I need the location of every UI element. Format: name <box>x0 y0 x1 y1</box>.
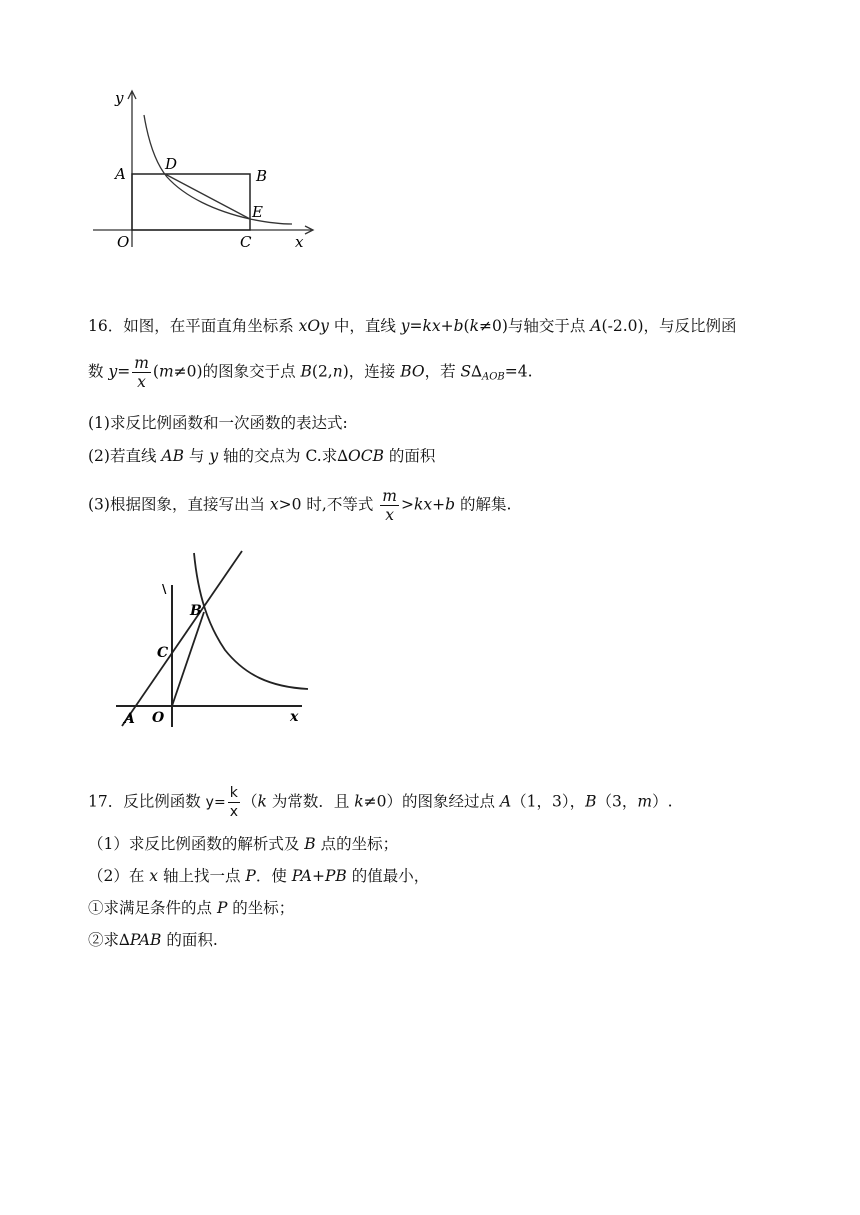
var: xOy <box>298 317 329 335</box>
text: （1）求反比例函数的解析式及 <box>88 835 305 853</box>
text: ( <box>152 362 159 381</box>
text: 如图，在平面直角坐标系 <box>123 317 299 335</box>
label-b: B <box>256 167 268 185</box>
var: m <box>158 362 174 381</box>
text: 为常数．且 <box>266 792 355 811</box>
var: k <box>469 317 480 335</box>
q17-sub2 <box>88 930 218 950</box>
text: ≠0)与轴交于点 <box>479 317 591 335</box>
var: OCB <box>348 447 384 465</box>
var: n <box>332 362 343 381</box>
text: y= <box>205 794 226 811</box>
label-a: A <box>124 711 135 727</box>
text: (-2.0)，与反比例函 <box>601 317 737 335</box>
segment-ob <box>172 612 204 706</box>
text: 的解集. <box>455 495 512 514</box>
line-ab <box>122 551 242 726</box>
fraction-denominator: x <box>137 373 146 391</box>
text: 的面积. <box>161 931 218 949</box>
text: 点的坐标； <box>315 835 399 853</box>
var: PA+PB <box>291 867 347 885</box>
var: A <box>590 317 602 335</box>
var: S <box>460 362 472 381</box>
text: （3， <box>596 792 638 811</box>
q16-line1 <box>88 316 737 336</box>
fraction-m-over-x <box>132 354 151 391</box>
text: （ <box>241 792 258 811</box>
var: k <box>354 792 364 811</box>
fraction-numerator: k <box>228 784 240 803</box>
text: (2, <box>311 362 333 381</box>
var: k <box>257 792 267 811</box>
q16-number: 16． <box>88 317 124 335</box>
text: 的面积 <box>384 447 436 465</box>
q16-part3 <box>88 487 511 524</box>
text: 的值最小， <box>346 867 430 885</box>
q17-intro <box>88 784 673 821</box>
var: PAB <box>129 931 162 949</box>
label-a: A <box>115 165 126 183</box>
hyperbola-curve <box>194 553 308 689</box>
var: P <box>245 867 256 885</box>
text: 轴上找一点 <box>158 867 246 885</box>
fraction-denominator: x <box>229 804 238 820</box>
q17-part2 <box>88 866 429 886</box>
rectangle-oabc <box>132 174 250 230</box>
var: x <box>269 495 279 514</box>
text: （2）在 <box>88 867 150 885</box>
text: ①求满足条件的点 <box>88 899 217 917</box>
text: ≠0）的图象经过点 <box>363 792 500 811</box>
fraction-denominator: x <box>385 506 394 524</box>
text: ≠0)的图象交于点 <box>173 362 301 381</box>
q16-part2 <box>88 446 435 466</box>
q17-part1 <box>88 834 398 854</box>
var: y <box>108 362 118 381</box>
label-o: O <box>117 233 130 251</box>
text: ．使 <box>255 867 292 885</box>
q17-number: 17． <box>88 792 124 811</box>
segment-de <box>165 174 250 219</box>
var: B <box>304 835 316 853</box>
var: P <box>216 899 228 917</box>
var: y=kx+b <box>400 317 464 335</box>
figure-line-hyperbola <box>110 545 320 735</box>
text: )，连接 <box>342 362 401 381</box>
text: 中，直线 <box>328 317 401 335</box>
text: > <box>400 495 414 514</box>
subscript: AOB <box>481 371 505 383</box>
label-y: \ <box>162 582 167 596</box>
figure-rectangle-hyperbola <box>85 85 325 255</box>
var: y <box>209 447 219 465</box>
text: （1，3）， <box>511 792 586 811</box>
text: 与 <box>183 447 210 465</box>
fraction-m-over-x <box>380 487 399 524</box>
label-b: B <box>190 603 202 619</box>
var: B <box>300 362 312 381</box>
fraction-numerator: m <box>134 354 149 372</box>
var: BO <box>400 362 425 381</box>
text: 轴的交点为 C.求∆ <box>218 447 349 465</box>
label-c: C <box>157 645 169 661</box>
text: ②求∆ <box>88 931 130 949</box>
label-x: x <box>290 709 299 725</box>
text: ( <box>463 317 470 335</box>
text: =4. <box>504 362 533 381</box>
text: (1)求反比例函数和一次函数的表达式: <box>88 414 348 432</box>
label-c: C <box>240 233 252 251</box>
q16-part1 <box>88 413 348 433</box>
text: 反比例函数 <box>123 792 206 811</box>
label-y: y <box>115 89 124 107</box>
var: m <box>637 792 653 811</box>
text: 的坐标； <box>227 899 295 917</box>
label-d: D <box>165 155 178 173</box>
text: (2)若直线 <box>88 447 162 465</box>
q17-sub1 <box>88 898 294 918</box>
var: B <box>585 792 597 811</box>
var: AB <box>161 447 184 465</box>
var: A <box>499 792 512 811</box>
label-x: x <box>295 233 304 251</box>
var: x <box>149 867 159 885</box>
fraction-numerator: m <box>382 487 397 505</box>
text: = <box>117 362 131 381</box>
var: kx+b <box>413 495 456 514</box>
text: ）. <box>652 792 673 811</box>
q16-line2 <box>88 354 533 391</box>
fraction-k-over-x <box>228 784 240 821</box>
text: (3)根据图象，直接写出当 <box>88 495 270 514</box>
text: 数 <box>88 362 109 381</box>
text: ，若 <box>424 362 461 381</box>
text: >0 时,不等式 <box>278 495 379 514</box>
label-o: O <box>152 710 165 726</box>
label-e: E <box>252 203 263 221</box>
text: ∆ <box>471 362 482 381</box>
